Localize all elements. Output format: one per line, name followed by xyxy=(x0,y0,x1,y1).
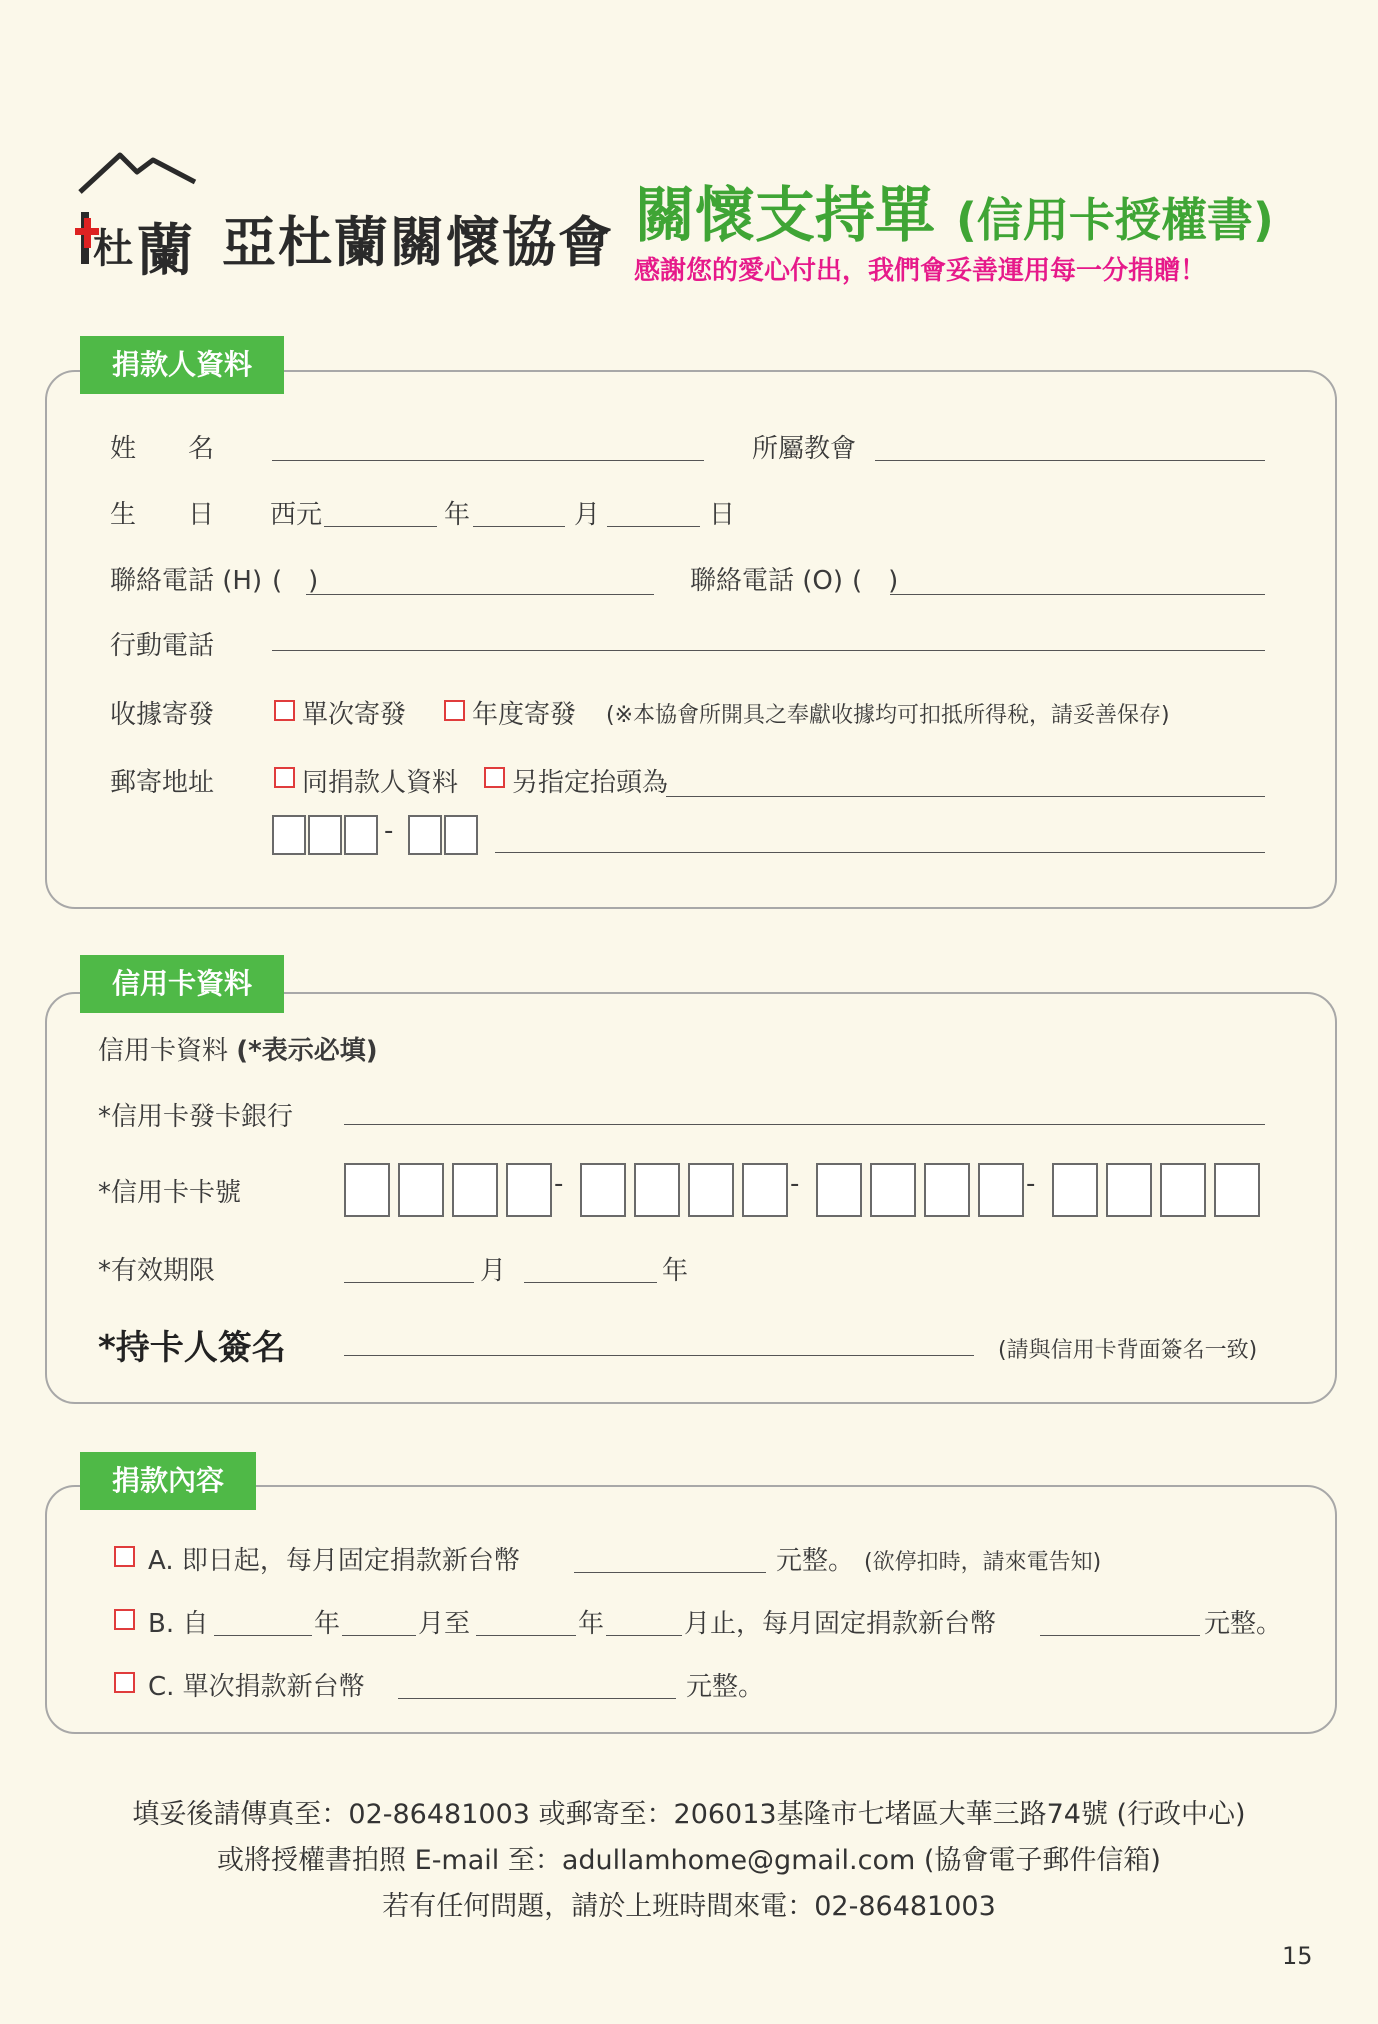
card-digit-box[interactable] xyxy=(1052,1163,1098,1217)
phone-home-area-paren: ( ) xyxy=(272,566,319,596)
option-b-month1-label: 月至 xyxy=(418,1609,471,1639)
option-c-amount-field[interactable] xyxy=(398,1698,676,1699)
option-b-year2-label: 年 xyxy=(578,1609,605,1639)
expiry-month-label: 月 xyxy=(480,1256,507,1286)
thanks-message: 感謝您的愛心付出，我們會妥善運用每一分捐贈！ xyxy=(634,256,1207,286)
address-same-checkbox[interactable] xyxy=(274,767,295,788)
card-digit-box[interactable] xyxy=(344,1163,390,1217)
option-a-checkbox[interactable] xyxy=(114,1546,135,1567)
card-digit-box[interactable] xyxy=(816,1163,862,1217)
option-c-unit: 元整。 xyxy=(686,1672,765,1702)
address-same-label: 同捐款人資料 xyxy=(302,768,459,798)
card-digit-box[interactable] xyxy=(398,1163,444,1217)
card-expiry-label: *有效期限 xyxy=(98,1256,216,1286)
phone-office-label: 聯絡電話 (O) xyxy=(690,566,844,596)
option-a-note: (欲停扣時，請來電告知) xyxy=(864,1550,1102,1575)
option-b-start-month-field[interactable] xyxy=(342,1635,416,1636)
card-digit-box[interactable] xyxy=(506,1163,552,1217)
receipt-tax-note: (※本協會所開具之奉獻收據均可扣抵所得稅，請妥善保存) xyxy=(606,703,1170,728)
card-number-dash: - xyxy=(1026,1169,1036,1199)
birth-year-field[interactable] xyxy=(324,526,437,527)
receipt-annual-checkbox[interactable] xyxy=(444,700,465,721)
name-label: 姓 名 xyxy=(110,434,215,464)
logo-lettering: 杜 xyxy=(93,225,133,272)
address-other-label: 另指定抬頭為 xyxy=(512,768,669,798)
page-number: 15 xyxy=(1282,1942,1313,1970)
phone-office-area-paren: ( ) xyxy=(852,566,899,596)
signature-note: (請與信用卡背面簽名一致) xyxy=(998,1338,1258,1363)
zip-digit-box[interactable] xyxy=(272,815,306,855)
option-a-text: A. 即日起，每月固定捐款新台幣 xyxy=(148,1546,520,1576)
zip-digit-box[interactable] xyxy=(308,815,342,855)
card-number-dash: - xyxy=(554,1169,564,1199)
card-digit-box[interactable] xyxy=(1106,1163,1152,1217)
phone-home-field[interactable] xyxy=(306,594,654,595)
receipt-single-label: 單次寄發 xyxy=(302,700,407,730)
card-signature-field[interactable] xyxy=(344,1355,974,1356)
address-other-checkbox[interactable] xyxy=(484,767,505,788)
receipt-annual-label: 年度寄發 xyxy=(472,700,577,730)
expiry-month-field[interactable] xyxy=(344,1282,474,1283)
address-recipient-field[interactable] xyxy=(666,796,1265,797)
svg-text:蘭: 蘭 xyxy=(137,218,193,280)
organization-logo xyxy=(75,150,200,280)
birthday-west-label: 西元 xyxy=(270,500,323,530)
option-b-unit: 元整。 xyxy=(1204,1609,1283,1639)
zip-digit-box[interactable] xyxy=(344,815,378,855)
footer-phone: 若有任何問題，請於上班時間來電：02-86481003 xyxy=(382,1891,996,1922)
footer-fax-mail: 填妥後請傳真至：02-86481003 或郵寄至：206013基隆市七堵區大華三路74號 (行政中心) xyxy=(132,1799,1246,1830)
card-digit-box[interactable] xyxy=(924,1163,970,1217)
option-c-checkbox[interactable] xyxy=(114,1672,135,1693)
card-number-dash: - xyxy=(790,1169,800,1199)
card-digit-box[interactable] xyxy=(1160,1163,1206,1217)
card-digit-box[interactable] xyxy=(452,1163,498,1217)
birth-day-label: 日 xyxy=(709,500,736,530)
church-field[interactable] xyxy=(875,460,1265,461)
card-bank-label: *信用卡發卡銀行 xyxy=(98,1102,294,1132)
card-heading-text: 信用卡資料 xyxy=(98,1036,229,1066)
option-b-end-month-field[interactable] xyxy=(606,1635,682,1636)
receipt-single-checkbox[interactable] xyxy=(274,700,295,721)
form-title-main: 關懷支持單 xyxy=(635,181,935,251)
address-field[interactable] xyxy=(495,852,1265,853)
receipt-label: 收據寄發 xyxy=(110,700,215,730)
card-digit-box[interactable] xyxy=(688,1163,734,1217)
tab-donation-content: 捐款內容 xyxy=(80,1452,256,1510)
birth-day-field[interactable] xyxy=(607,526,700,527)
card-digit-box[interactable] xyxy=(978,1163,1024,1217)
option-b-prefix: B. 自 xyxy=(148,1609,209,1639)
birth-month-field[interactable] xyxy=(473,526,565,527)
church-label: 所屬教會 xyxy=(752,434,857,464)
name-field[interactable] xyxy=(272,460,704,461)
option-b-checkbox[interactable] xyxy=(114,1609,135,1630)
phone-office-field[interactable] xyxy=(890,594,1265,595)
form-title xyxy=(635,168,1274,254)
tab-card-info: 信用卡資料 xyxy=(80,955,284,1013)
card-digit-box[interactable] xyxy=(634,1163,680,1217)
card-number-label: *信用卡卡號 xyxy=(98,1178,242,1208)
card-signature-label: *持卡人簽名 xyxy=(98,1328,286,1368)
option-b-month2-label: 月止，每月固定捐款新台幣 xyxy=(684,1609,997,1639)
card-heading xyxy=(98,1030,378,1067)
mobile-label: 行動電話 xyxy=(110,631,215,661)
zip-dash: - xyxy=(384,816,394,846)
card-digit-box[interactable] xyxy=(1214,1163,1260,1217)
birth-month-label: 月 xyxy=(574,500,601,530)
option-b-end-year-field[interactable] xyxy=(476,1635,576,1636)
option-b-start-year-field[interactable] xyxy=(214,1635,312,1636)
organization-name: 亞杜蘭關懷協會 xyxy=(222,211,614,274)
option-a-unit: 元整。 xyxy=(776,1546,855,1576)
option-c-text: C. 單次捐款新台幣 xyxy=(148,1672,365,1702)
form-title-sub: (信用卡授權書) xyxy=(955,193,1274,247)
phone-home-label: 聯絡電話 (H) xyxy=(110,566,263,596)
tab-donor-info: 捐款人資料 xyxy=(80,336,284,394)
option-a-amount-field[interactable] xyxy=(574,1572,766,1573)
expiry-year-field[interactable] xyxy=(524,1282,657,1283)
card-digit-box[interactable] xyxy=(742,1163,788,1217)
birthday-label: 生 日 xyxy=(110,500,215,530)
required-note: (*表示必填) xyxy=(236,1036,378,1066)
expiry-year-label: 年 xyxy=(662,1256,689,1286)
mobile-field[interactable] xyxy=(272,650,1265,651)
zip-digit-box[interactable] xyxy=(408,815,442,855)
card-digit-box[interactable] xyxy=(580,1163,626,1217)
card-digit-box[interactable] xyxy=(870,1163,916,1217)
option-b-amount-field[interactable] xyxy=(1040,1635,1200,1636)
donor-panel xyxy=(45,370,1337,909)
address-label: 郵寄地址 xyxy=(110,768,215,798)
card-bank-field[interactable] xyxy=(344,1124,1265,1125)
zip-digit-box[interactable] xyxy=(444,815,478,855)
footer-email: 或將授權書拍照 E-mail 至：adullamhome@gmail.com (協會電子郵件信箱) xyxy=(217,1845,1161,1876)
option-b-year1-label: 年 xyxy=(314,1609,341,1639)
birth-year-label: 年 xyxy=(444,500,471,530)
